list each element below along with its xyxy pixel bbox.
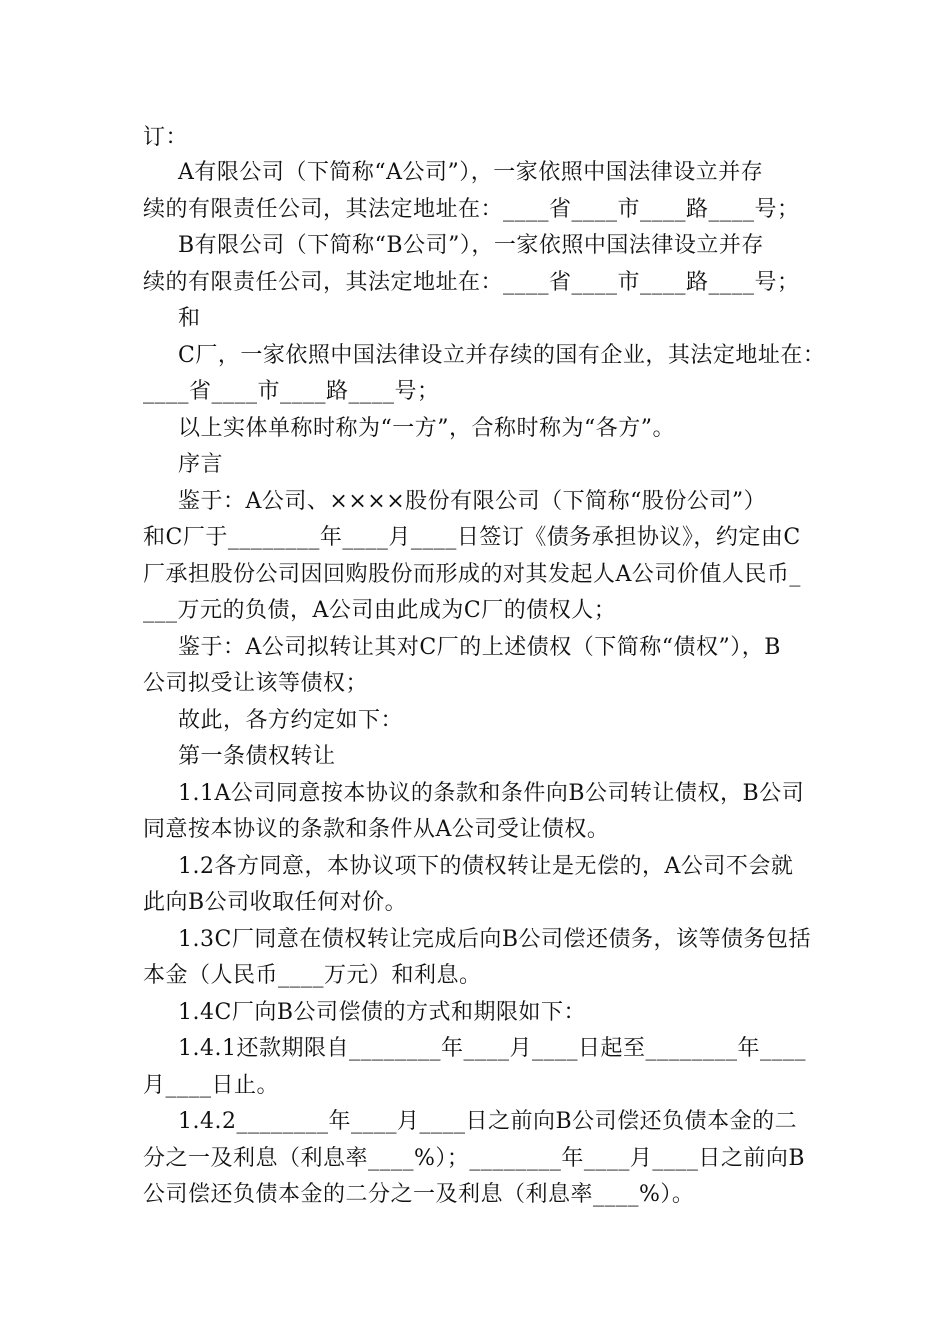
text-line: 月____日止。 [143, 1073, 280, 1098]
text-line: ____省____市____路____号； [143, 379, 440, 404]
text-line: 分之一及利息（利息率____%）；________年____月____日之前向B [143, 1146, 806, 1171]
text-line: B有限公司（下简称“B公司”），一家依照中国法律设立并存 [178, 233, 764, 258]
text-line: 公司偿还负债本金的二分之一及利息（利息率____%）。 [143, 1182, 695, 1207]
text-line: 订： [143, 125, 189, 150]
text-line: 鉴于：A公司拟转让其对C厂的上述债权（下简称“债权”），B [178, 635, 781, 660]
text-line: C厂，一家依照中国法律设立并存续的国有企业，其法定地址在： [178, 343, 826, 368]
text-line: 1.4.1还款期限自________年____月____日起至________年____ [178, 1036, 806, 1061]
text-line: 和 [178, 306, 201, 331]
text-line: 同意按本协议的条款和条件从A公司受让债权。 [143, 817, 610, 842]
text-line: 故此，各方约定如下： [178, 708, 404, 733]
text-line: 1.3C厂同意在债权转让完成后向B公司偿还债务，该等债务包括 [178, 927, 811, 952]
text-line: 和C厂于________年____月____日签订《债务承担协议》，约定由C [143, 525, 801, 550]
section-heading: 序言 [178, 452, 224, 477]
text-line: 1.4C厂向B公司偿债的方式和期限如下： [178, 1000, 586, 1025]
text-line: 鉴于：A公司、××××股份有限公司（下简称“股份公司”） [178, 489, 767, 514]
text-line: ___万元的负债，A公司由此成为C厂的债权人； [143, 598, 617, 623]
text-line: 1.1A公司同意按本协议的条款和条件向B公司转让债权，B公司 [178, 781, 805, 806]
text-line: 以上实体单称时称为“一方”，合称时称为“各方”。 [178, 416, 675, 441]
text-line: 本金（人民币____万元）和利息。 [143, 963, 482, 988]
text-line: 公司拟受让该等债权； [143, 671, 369, 696]
text-line: 此向B公司收取任何对价。 [143, 890, 408, 915]
text-line: 1.2各方同意，本协议项下的债权转让是无偿的，A公司不会就 [178, 854, 794, 879]
text-line: 厂承担股份公司因回购股份而形成的对其发起人A公司价值人民币_ [143, 562, 801, 587]
text-line: A有限公司（下简称“A公司”），一家依照中国法律设立并存 [178, 160, 764, 185]
text-line: 续的有限责任公司，其法定地址在：____省____市____路____号； [143, 270, 800, 295]
article-heading: 第一条债权转让 [178, 744, 336, 769]
text-line: 续的有限责任公司，其法定地址在：____省____市____路____号； [143, 197, 800, 222]
text-line: 1.4.2________年____月____日之前向B公司偿还负债本金的二 [178, 1109, 798, 1134]
